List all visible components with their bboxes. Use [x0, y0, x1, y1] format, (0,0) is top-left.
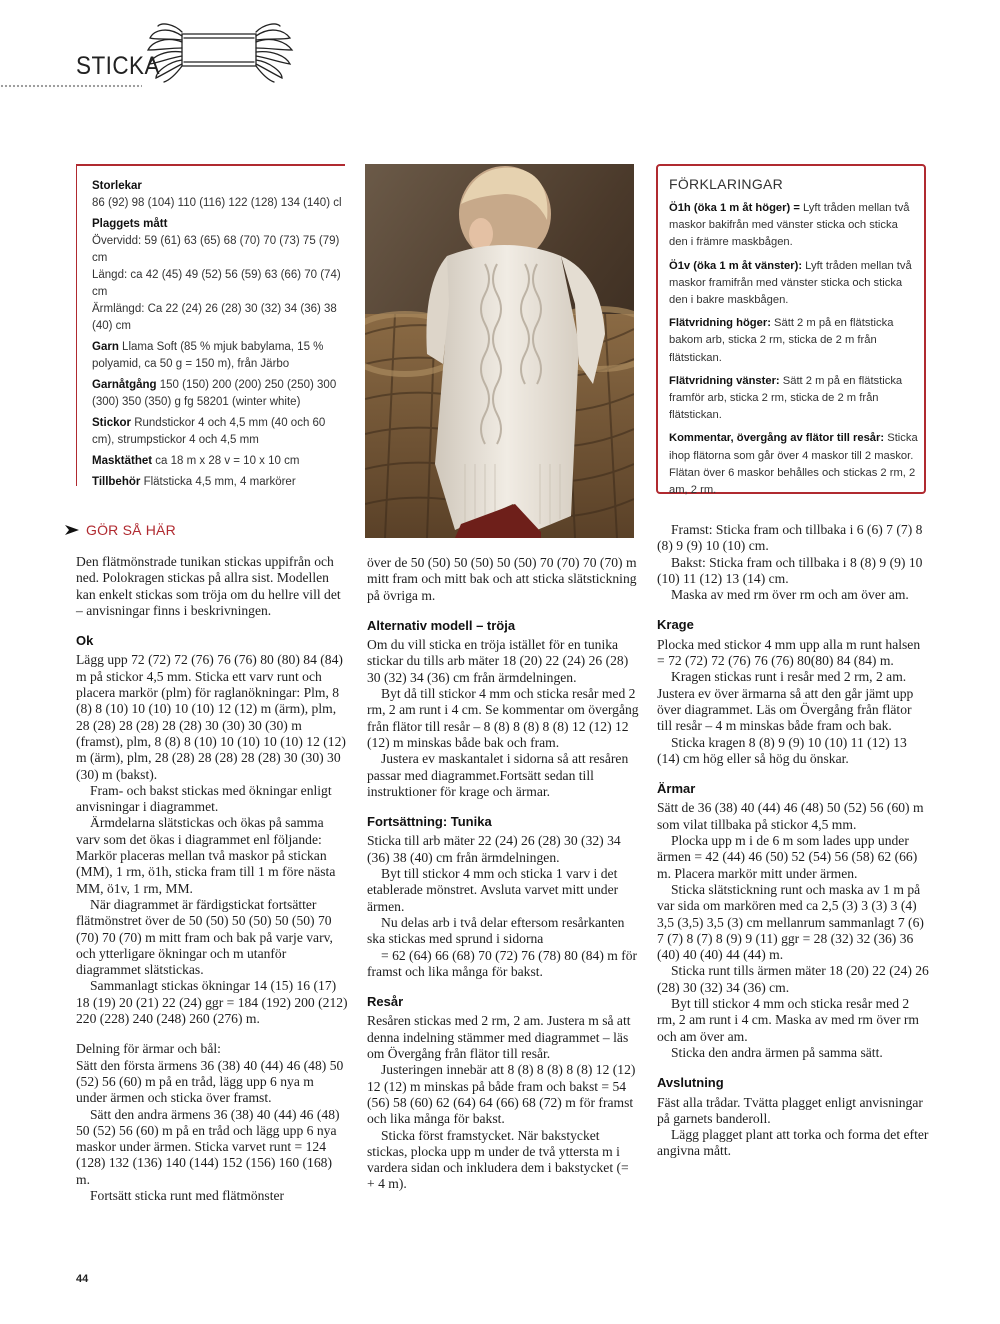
explanation-item [669, 315, 919, 367]
body-paragraph: Ärmdelarna slätstickas och ökas på samma varv som det ökas i diagrammet enl följande: Markör placeras mellan två maskor på stickan (MM), 1 rm, ö1h, sticka fram till 1 m före nästa MM, ö1v, 1 rm, MM. [76, 815, 336, 896]
how-to-heading [64, 522, 176, 538]
subsection-heading: Krage [657, 617, 694, 633]
explanation-text: Lyft tråden mellan två maskor bakifrån med vänster sticka och sticka den i främre maskbågen. [669, 202, 910, 249]
body-paragraph: Justera ev maskantalet i sidorna så att resåren passar med diagrammet.Fortsätt sedan till instruktioner för krage och ärmar. [367, 751, 629, 799]
explanation-term: Kommentar, övergång av flätor till resår: [669, 432, 885, 445]
body-paragraph: Den flätmönstrade tunikan stickas uppifrån och ned. Polokragen stickas på allra sist. Modellen kan enkelt stickas som tröja om du hellre vill det – anvisningar finns i beskrivningen. [76, 554, 341, 618]
explanation-text: Lyft tråden mellan två maskor framifrån med vänster sticka och sticka den i bakre maskbågen. [669, 259, 912, 307]
spec-text: Rundstickor 4 och 4,5 mm (40 och 60 cm), strumpstickor 4 och 4,5 mm [92, 417, 326, 446]
body-paragraph: Sätt de 36 (38) 40 (44) 46 (48) 50 (52) 56 (60) m som vilat tillbaka på stickor 4,5 mm. [657, 800, 924, 832]
body-paragraph: Byt då till stickor 4 mm och sticka resår med 2 rm, 2 am runt i 4 cm. Se kommentar om övergång från flätor till resår – 8 (8) 8 (8) 8 (8) 12 (12) 12 (12) m minskas både bak och fram. [367, 686, 639, 750]
spec-text: ca 18 m x 28 v = 10 x 10 cm [155, 455, 300, 467]
spec-label: Garn [92, 341, 119, 353]
body-paragraph: Sticka den andra ärmen på samma sätt. [671, 1044, 883, 1060]
subsection-heading: Resår [367, 994, 404, 1010]
spec-needles [92, 415, 348, 449]
body-paragraph: Delning för ärmar och bål: [76, 1041, 221, 1057]
spec-text: Llama Soft (85 % mjuk babylama, 15 % polyamid, ca 50 g = 150 m), från Järbo [92, 341, 324, 370]
explanation-item [669, 200, 919, 252]
body-paragraph: Maska av med rm över rm och am över am. [671, 587, 909, 603]
header-dotted-rule [0, 84, 142, 89]
explanations-list [669, 200, 919, 505]
body-column-2 [367, 555, 639, 1193]
body-paragraph: Sammanlagt stickas ökningar 14 (15) 16 (17) 18 (19) 20 (21) 22 (24) ggr = 184 (192) 200 (212) 220 (228) 240 (248) 260 (276) m. [76, 978, 348, 1027]
subsection-heading: Alternativ modell – tröja [367, 617, 516, 633]
body-paragraph: Fäst alla trådar. Tvätta plagget enligt anvisningar på garnets banderoll. [657, 1094, 923, 1126]
spec-label: Plaggets mått [92, 218, 168, 230]
spec-measurements [92, 216, 348, 335]
body-paragraph: Sätt den andra ärmens 36 (38) 40 (44) 46 (48) 50 (52) 56 (60) m på en tråd och lägg upp 6 nya maskor under ärmen. Sticka varvet runt = 124 (128) 132 (136) 140 (144) 152 (156) 160 (168) m. [76, 1106, 340, 1187]
spec-label: Storlekar [92, 180, 142, 192]
subsection-heading: Ärmar [657, 781, 696, 797]
subsection-heading: Fortsättning: Tunika [367, 814, 492, 830]
explanation-item [669, 430, 919, 499]
body-paragraph: Sticka först framstycket. När bakstycket stickas, plocka upp m under de två yttersta m i vardera sidan och inkludera dem i bakstycket (= + 4 m). [367, 1127, 629, 1192]
body-paragraph: Bakst: Sticka fram och tillbaka i 8 (8) 9 (9) 10 (10) 11 (12) 13 (14) cm. [657, 554, 923, 586]
subsection-heading: Avslutning [657, 1075, 724, 1091]
body-column-1 [76, 554, 348, 1204]
body-paragraph: Justeringen innebär att 8 (8) 8 (8) 8 (8) 12 (12) 12 (12) m minskas på både fram och bakst = 54 (56) 58 (60) 62 (64) 64 (66) 68 (72) m för framst och lika många för bakst. [367, 1062, 636, 1127]
body-paragraph: Om du vill sticka en tröja istället för en tunika stickar du tills arb mäter 18 (20) 22 (24) 26 (28) 30 (32) 34 (36) cm från ärmdelningen. [367, 637, 629, 685]
body-paragraph: Sticka kragen 8 (8) 9 (9) 10 (10) 11 (12) 13 (14) cm hög eller så hög du önskar. [657, 734, 907, 766]
body-paragraph: Byt till stickor 4 mm och sticka 1 varv i det etablerade mönstret. Avsluta varvet mitt under ärmen. [367, 866, 619, 914]
spec-sizes [92, 178, 348, 212]
explanation-term: Ö1h (öka 1 m åt höger) = [669, 202, 800, 214]
spec-list [92, 178, 348, 495]
body-paragraph: Sätt den första ärmens 36 (38) 40 (44) 46 (48) 50 (52) 56 (60) m på en tråd, lägg upp 6 nya m under ärmen och sticka över framst. [76, 1057, 344, 1106]
how-to-heading-label: GÖR SÅ HÄR [86, 522, 176, 538]
body-column-3 [657, 522, 929, 1160]
body-paragraph: Plocka med stickor 4 mm upp alla m runt halsen = 72 (72) 72 (76) 76 (76) 80(80) 84 (84) m. [657, 636, 921, 669]
body-paragraph: Sticka runt tills ärmen mäter 18 (20) 22 (24) 26 (28) 30 (32) 34 (36) cm. [657, 963, 929, 995]
explanation-term: Flätvridning höger: [669, 317, 771, 330]
body-paragraph: Plocka upp m i de 6 m som lades upp under ärmen = 42 (44) 46 (50) 52 (54) 56 (58) 62 (66) m. Placera markör mitt under ärmen. [657, 833, 918, 881]
body-paragraph: Resåren stickas med 2 rm, 2 am. Justera m så att denna indelning stämmer med diagrammet – läs om Övergång från flätor till resår. [367, 1013, 631, 1062]
page-number: 44 [76, 1273, 89, 1285]
product-photo [365, 164, 634, 538]
spec-label: Garnåtgång [92, 379, 157, 391]
yarn-skein-icon [146, 22, 296, 84]
explanation-item [669, 373, 919, 425]
body-paragraph: Fortsätt sticka runt med flätmönster [90, 1187, 285, 1203]
spec-yarn-amount [92, 377, 348, 411]
explanations-title: FÖRKLARINGAR [669, 176, 784, 192]
body-paragraph: Sticka slätstickning runt och maska av 1 m på var sida om markören med ca 2,5 (3) 3 (3) 3 (4) 3,5 (3,5) 3,5 (3) cm mellanrum sammanlagt 7 (6) 7 (7) 8 (7) 8 (9) 9 (11) ggr = 28 (32) 32 (36) 36 (40) 40 (40) 44 (44) m. [657, 881, 924, 963]
spec-label: Masktäthet [92, 455, 153, 467]
body-paragraph: Fram- och bakst stickas med ökningar enligt anvisningar i diagrammet. [76, 782, 332, 815]
explanation-text: Sätt 2 m på en flätsticka bakom arb, sticka 2 rm, sticka de 2 m från flätstickan. [669, 317, 894, 364]
explanation-text: Sticka ihop flätorna som går över 4 maskor till 2 maskor. Flätan över 6 maskor behålles och stickas 2 rm, 2 am, 2 rm. [669, 432, 918, 497]
explanation-text: Sätt 2 m på en flätsticka framför arb, sticka 2 rm, sticka de 2 m från flätstickan. [669, 374, 903, 422]
spec-label: Tillbehör [92, 476, 141, 488]
spec-text: 150 (150) 200 (200) 250 (250) 300 (300) 350 (350) g fg 58201 (winter white) [92, 379, 337, 408]
body-paragraph: Nu delas arb i två delar eftersom resårkanten ska stickas med sprund i sidorna [367, 914, 625, 947]
body-paragraph: Lägg plagget plant att torka och forma det efter angivna mått. [657, 1127, 929, 1159]
subsection-heading: Ok [76, 633, 94, 649]
body-paragraph: Sticka till arb mäter 22 (24) 26 (28) 30 (32) 34 (36) 38 (40) cm från ärmdelningen. [367, 833, 621, 865]
section-title: STICKA [76, 52, 160, 80]
spec-label: Stickor [92, 417, 131, 429]
explanation-item [669, 258, 919, 310]
arrow-right-icon [64, 524, 80, 536]
spec-text: 86 (92) 98 (104) 110 (116) 122 (128) 134 (140) cl [92, 197, 342, 209]
explanation-term: Ö1v (öka 1 m åt vänster): [669, 259, 803, 272]
body-paragraph: Byt till stickor 4 mm och sticka resår med 2 rm, 2 am runt i 4 cm. Maska av med rm över rm och am över am. [657, 996, 919, 1044]
body-paragraph: Framst: Sticka fram och tillbaka i 6 (6) 7 (7) 8 (8) 9 (9) 10 (10) cm. [657, 522, 923, 554]
body-paragraph: Kragen stickas runt i resår med 2 rm, 2 am. Justera ev över ärmarna så att den går jämt upp över diagrammet. Läs om Övergång från flätor till resår – 4 m minskas både fram och bak. [657, 669, 914, 734]
spec-text: Flätsticka 4,5 mm, 4 markörer [143, 476, 296, 488]
spec-gauge [92, 453, 348, 470]
body-paragraph: Lägg upp 72 (72) 72 (76) 76 (76) 80 (80) 84 (84) m på stickor 4,5 mm. Sticka ett varv runt och placera markör (plm) för raglanökningar: Plm, 8 (8) 8 (10) 10 (10) 10 (10) 12 (12) m (ärm), plm, 28 (28) 28 (28) 28 (28) 30 (30) 30 (30) m (framst), plm, 8 (8) 8 (10) 10 (10) 10 (10) 12 (12) m (ärm), plm, 28 (28) 28 (28) 28 (28) 30 (30) 30 (30) m (bakst). [76, 652, 346, 782]
body-paragraph: När diagrammet är färdigstickat fortsätter flätmönstret över de 50 (50) 50 (50) 50 (50) 70 (70) 70 (70) m mitt fram och bak på varje varv, och ytterligare ökningar och m utanför diagrammet slätstickas. [76, 896, 333, 978]
spec-text: Övervidd: 59 (61) 63 (65) 68 (70) 70 (73) 75 (79) cm Längd: ca 42 (45) 49 (52) 56 (59) 63 (66) 70 (74) cm Ärmlängd: Ca 22 (24) 26 (28) 30 (32) 34 (36) 38 (40) cm [92, 235, 341, 332]
spec-yarn [92, 339, 348, 373]
explanation-term: Flätvridning vänster: [669, 374, 780, 387]
body-paragraph: över de 50 (50) 50 (50) 50 (50) 70 (70) 70 (70) m mitt fram och mitt bak och att sticka slätstickning på övriga m. [367, 555, 637, 603]
spec-notions [92, 474, 348, 491]
body-paragraph: = 62 (64) 66 (68) 70 (72) 76 (78) 80 (84) m för framst och lika många för bakst. [367, 947, 638, 979]
